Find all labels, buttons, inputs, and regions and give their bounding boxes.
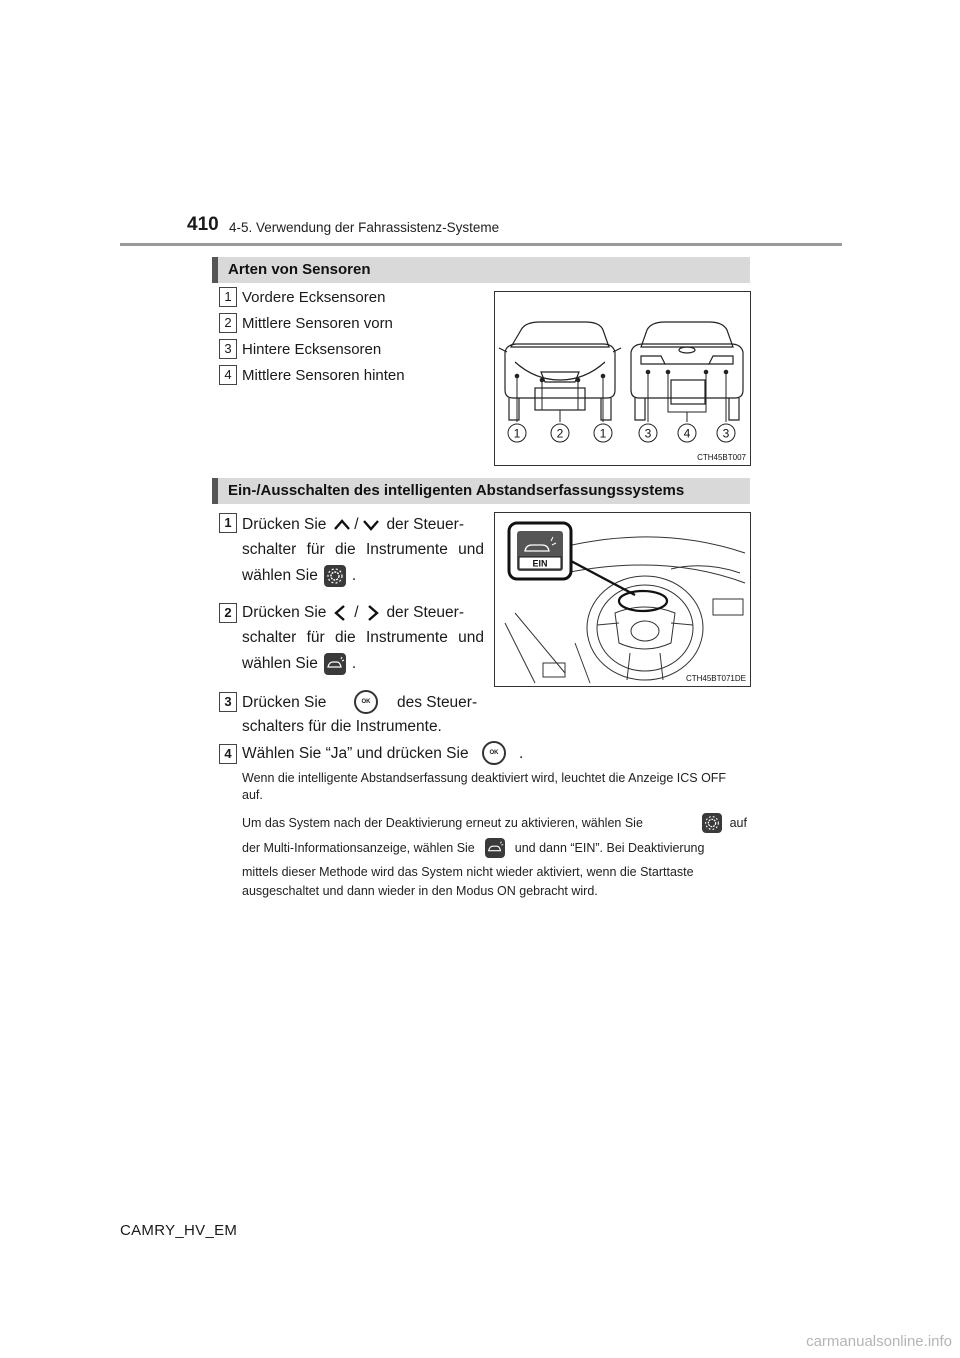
section-heading-ics-toggle: Ein-/Ausschalten des intelligenten Abstandserfassungssystems	[212, 478, 750, 504]
callout-1-front-right: 1	[599, 426, 607, 441]
sensor-label-rear-center: Mittlere Sensoren hinten	[242, 367, 405, 384]
item-number-3: 3	[219, 339, 237, 359]
step-2-separator: /	[354, 604, 359, 622]
step-2-text-b: der Steuer-	[386, 604, 464, 621]
figure-code: CTH45BT071DE	[685, 674, 746, 683]
step-2-text-c: wählen Sie	[242, 655, 318, 673]
document-code: CAMRY_HV_EM	[120, 1222, 238, 1239]
note-ics-off: Wenn die intelligente Abstandserfassung deaktiviert wird, leuchtet die Anzeige ICS OFF auf.	[242, 771, 727, 802]
step-number-2: 2	[219, 603, 237, 623]
chevron-right-icon	[365, 605, 381, 621]
step-2-line-1	[242, 605, 464, 621]
step-2-text-d: .	[351, 655, 357, 673]
sensor-label-front-corner: Vordere Ecksensoren	[242, 289, 386, 306]
step-1-text-a: Drücken Sie	[242, 516, 327, 533]
header-divider	[120, 243, 842, 246]
step-1-line-1	[242, 517, 464, 533]
step-4-text-a: Wählen Sie “Ja” und drücken Sie	[242, 745, 469, 762]
step-number-1: 1	[219, 513, 237, 533]
dashboard-illustration	[495, 513, 750, 686]
note-text-a: Um das System nach der Deaktivierung erneut zu aktivieren, wählen Sie	[242, 815, 643, 830]
page-number: 410	[187, 214, 219, 235]
item-number-2: 2	[219, 313, 237, 333]
section-heading-sensor-types: Arten von Sensoren	[212, 257, 750, 283]
callout-1-front-left: 1	[513, 426, 521, 441]
watermark: carmanualsonline.info	[806, 1333, 952, 1350]
step-number-3: 3	[219, 692, 237, 712]
step-2-line-3	[242, 653, 356, 675]
step-3-text-a: Drücken Sie	[242, 694, 327, 711]
step-1-line-3	[242, 565, 356, 587]
distance-sensor-car-icon	[485, 838, 505, 858]
chapter-title: 4-5. Verwendung der Fahrassistenz-Systeme	[229, 220, 500, 235]
item-number-4: 4	[219, 365, 237, 385]
up-down-switch-icons	[334, 517, 378, 533]
note-reactivate-line-3: mittels dieser Methode wird das System nicht wieder aktiviert, wenn die Starttaste	[242, 865, 694, 879]
left-right-switch-icons	[332, 605, 380, 621]
callout-4-rear-center: 4	[683, 426, 691, 441]
note-text-c: der Multi-Informationsanzeige, wählen Sie	[242, 840, 475, 855]
step-1-line-2: schalter für die Instrumente und	[242, 541, 484, 558]
sensor-label-front-center: Mittlere Sensoren vorn	[242, 315, 393, 332]
callout-3-rear-right: 3	[722, 426, 730, 441]
steering-wheel-figure	[494, 512, 751, 687]
inset-ein-label: EIN	[532, 558, 548, 569]
step-number-4: 4	[219, 744, 237, 764]
step-1-separator: /	[354, 516, 359, 534]
note-reactivate-line-4: ausgeschaltet und dann wieder in den Modus ON gebracht wird.	[242, 884, 598, 898]
step-1-text-c: wählen Sie	[242, 567, 318, 585]
figure-code: CTH45BT007	[697, 453, 746, 462]
note-text-d: und dann “EIN”. Bei Deaktivierung	[514, 840, 705, 855]
step-2-text-a: Drücken Sie	[242, 604, 327, 621]
callout-3-rear-left: 3	[644, 426, 652, 441]
chevron-up-icon	[334, 517, 350, 533]
ok-button-icon: OK	[354, 690, 378, 714]
note-reactivate-line-2	[242, 838, 747, 858]
step-3-text-b: des Steuer-	[397, 694, 478, 711]
step-2-line-2: schalter für die Instrumente und	[242, 629, 484, 646]
note-text-b: auf	[729, 815, 747, 830]
car-front-rear-illustration	[495, 292, 750, 465]
chevron-down-icon	[363, 517, 379, 533]
step-1-text-d: .	[351, 567, 357, 585]
settings-gear-icon	[324, 565, 346, 587]
sensor-label-rear-corner: Hintere Ecksensoren	[242, 341, 382, 358]
distance-sensor-car-icon	[324, 653, 346, 675]
callout-2-front-center: 2	[556, 426, 564, 441]
chevron-left-icon	[332, 605, 348, 621]
step-4-text-b: .	[519, 745, 524, 762]
settings-gear-icon	[702, 813, 722, 833]
sensor-location-figure	[494, 291, 751, 466]
ok-button-icon: OK	[482, 741, 506, 765]
step-3-line-2: schalters für die Instrumente.	[242, 718, 442, 735]
step-1-text-b: der Steuer-	[386, 516, 464, 533]
note-reactivate-line-1	[242, 813, 747, 833]
item-number-1: 1	[219, 287, 237, 307]
